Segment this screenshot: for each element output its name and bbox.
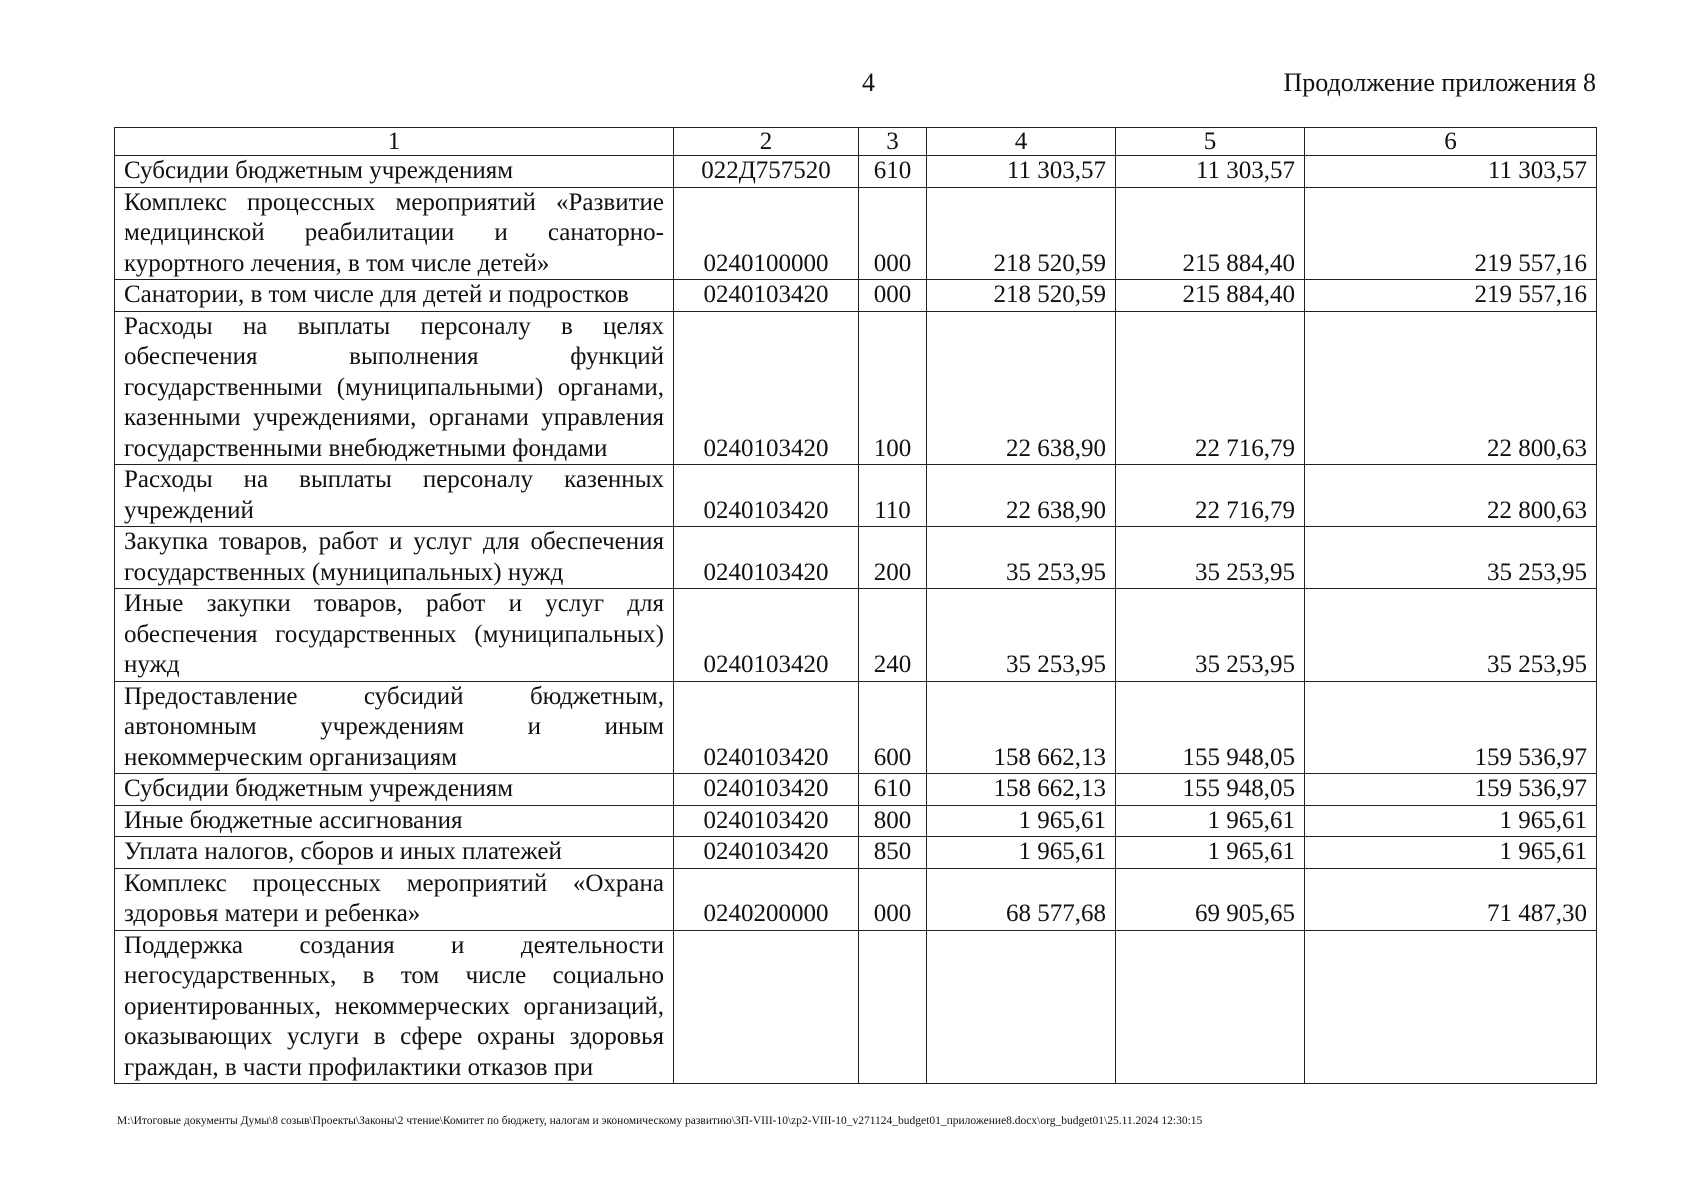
amount-year1-cell: 11 303,57	[927, 156, 1116, 188]
expense-type-cell: 850	[859, 837, 927, 869]
amount-year2-cell: 1 965,61	[1116, 805, 1305, 837]
target-code-cell: 0240103420	[674, 280, 859, 312]
column-header-2: 2	[674, 128, 859, 156]
amount-year2-cell: 35 253,95	[1116, 527, 1305, 589]
target-code-cell: 0240103420	[674, 681, 859, 774]
amount-year3-cell: 219 557,16	[1305, 187, 1597, 280]
description-cell: Комплекс процессных мероприятий «Охрана здоровья матери и ребенка»	[115, 868, 674, 930]
description-cell: Расходы на выплаты персоналу казенных учреждений	[115, 465, 674, 527]
amount-year3-cell: 1 965,61	[1305, 837, 1597, 869]
target-code-cell: 022Д757520	[674, 156, 859, 188]
description-cell: Санатории, в том числе для детей и подростков	[115, 280, 674, 312]
description-cell: Иные бюджетные ассигнования	[115, 805, 674, 837]
table-row	[115, 280, 1597, 312]
budget-table	[114, 127, 1597, 1084]
description-cell: Иные закупки товаров, работ и услуг для обеспечения государственных (муниципальных) нужд	[115, 589, 674, 682]
expense-type-cell	[859, 930, 927, 1084]
amount-year1-cell: 158 662,13	[927, 681, 1116, 774]
target-code-cell: 0240200000	[674, 868, 859, 930]
amount-year2-cell: 22 716,79	[1116, 311, 1305, 465]
description-cell: Субсидии бюджетным учреждениям	[115, 156, 674, 188]
amount-year3-cell: 11 303,57	[1305, 156, 1597, 188]
target-code-cell: 0240103420	[674, 465, 859, 527]
expense-type-cell: 000	[859, 280, 927, 312]
table-row	[115, 774, 1597, 806]
amount-year3-cell: 159 536,97	[1305, 774, 1597, 806]
target-code-cell: 0240103420	[674, 527, 859, 589]
column-header-1: 1	[115, 128, 674, 156]
table-row	[115, 868, 1597, 930]
amount-year3-cell: 219 557,16	[1305, 280, 1597, 312]
amount-year1-cell: 1 965,61	[927, 837, 1116, 869]
amount-year1-cell: 1 965,61	[927, 805, 1116, 837]
amount-year3-cell	[1305, 930, 1597, 1084]
amount-year1-cell: 68 577,68	[927, 868, 1116, 930]
amount-year2-cell: 215 884,40	[1116, 280, 1305, 312]
table-row	[115, 156, 1597, 188]
description-cell: Уплата налогов, сборов и иных платежей	[115, 837, 674, 869]
description-cell: Комплекс процессных мероприятий «Развитие медицинской реабилитации и санаторно-курортного лечения, в том числе детей»	[115, 187, 674, 280]
target-code-cell	[674, 930, 859, 1084]
table-row	[115, 805, 1597, 837]
expense-type-cell: 610	[859, 156, 927, 188]
amount-year1-cell: 35 253,95	[927, 527, 1116, 589]
amount-year2-cell: 1 965,61	[1116, 837, 1305, 869]
amount-year1-cell: 158 662,13	[927, 774, 1116, 806]
description-cell: Предоставление субсидий бюджетным, автономным учреждениям и иным некоммерческим организациям	[115, 681, 674, 774]
description-cell: Субсидии бюджетным учреждениям	[115, 774, 674, 806]
target-code-cell: 0240103420	[674, 837, 859, 869]
description-cell: Поддержка создания и деятельности негосударственных, в том числе социально ориентированных, некоммерческих организаций, оказывающих услуги в сфере охраны здоровья граждан, в части профилактики отказов при	[115, 930, 674, 1084]
table-row	[115, 589, 1597, 682]
page-number: 4	[862, 68, 875, 97]
table-row	[115, 837, 1597, 869]
table-row	[115, 527, 1597, 589]
amount-year1-cell: 218 520,59	[927, 187, 1116, 280]
expense-type-cell: 240	[859, 589, 927, 682]
document-file-path: М:\Итоговые документы Думы\8 созыв\Проекты\Законы\2 чтение\Комитет по бюджету, налогам и экономическому развитию\ЗП-VIII-10\zp2-VIII-10_v271124_budget01_приложение8.docx\org_budget01\25.11.2024 12:30:15	[117, 1115, 1203, 1127]
column-header-6: 6	[1305, 128, 1597, 156]
amount-year2-cell: 155 948,05	[1116, 681, 1305, 774]
amount-year3-cell: 1 965,61	[1305, 805, 1597, 837]
expense-type-cell: 110	[859, 465, 927, 527]
appendix-continuation-heading: Продолжение приложения 8	[1283, 68, 1596, 97]
expense-type-cell: 200	[859, 527, 927, 589]
column-header-3: 3	[859, 128, 927, 156]
target-code-cell: 0240100000	[674, 187, 859, 280]
amount-year3-cell: 35 253,95	[1305, 589, 1597, 682]
amount-year2-cell: 35 253,95	[1116, 589, 1305, 682]
table-row	[115, 681, 1597, 774]
column-header-4: 4	[927, 128, 1116, 156]
column-header-5: 5	[1116, 128, 1305, 156]
expense-type-cell: 800	[859, 805, 927, 837]
expense-type-cell: 000	[859, 868, 927, 930]
amount-year2-cell: 155 948,05	[1116, 774, 1305, 806]
column-number-row	[115, 128, 1597, 156]
amount-year1-cell: 22 638,90	[927, 311, 1116, 465]
table-row	[115, 311, 1597, 465]
table-row	[115, 187, 1597, 280]
amount-year3-cell: 22 800,63	[1305, 465, 1597, 527]
target-code-cell: 0240103420	[674, 774, 859, 806]
table-row	[115, 930, 1597, 1084]
amount-year1-cell: 218 520,59	[927, 280, 1116, 312]
amount-year3-cell: 159 536,97	[1305, 681, 1597, 774]
expense-type-cell: 100	[859, 311, 927, 465]
expense-type-cell: 600	[859, 681, 927, 774]
expense-type-cell: 000	[859, 187, 927, 280]
amount-year2-cell: 69 905,65	[1116, 868, 1305, 930]
description-cell: Расходы на выплаты персоналу в целях обеспечения выполнения функций государственными (муниципальными) органами, казенными учреждениями, органами управления государственными внебюджетными фондами	[115, 311, 674, 465]
amount-year2-cell: 11 303,57	[1116, 156, 1305, 188]
amount-year1-cell: 35 253,95	[927, 589, 1116, 682]
expense-type-cell: 610	[859, 774, 927, 806]
amount-year2-cell: 215 884,40	[1116, 187, 1305, 280]
amount-year2-cell	[1116, 930, 1305, 1084]
target-code-cell: 0240103420	[674, 311, 859, 465]
amount-year3-cell: 35 253,95	[1305, 527, 1597, 589]
target-code-cell: 0240103420	[674, 589, 859, 682]
amount-year3-cell: 22 800,63	[1305, 311, 1597, 465]
target-code-cell: 0240103420	[674, 805, 859, 837]
amount-year1-cell: 22 638,90	[927, 465, 1116, 527]
amount-year2-cell: 22 716,79	[1116, 465, 1305, 527]
table-row	[115, 465, 1597, 527]
amount-year3-cell: 71 487,30	[1305, 868, 1597, 930]
amount-year1-cell	[927, 930, 1116, 1084]
description-cell: Закупка товаров, работ и услуг для обеспечения государственных (муниципальных) нужд	[115, 527, 674, 589]
